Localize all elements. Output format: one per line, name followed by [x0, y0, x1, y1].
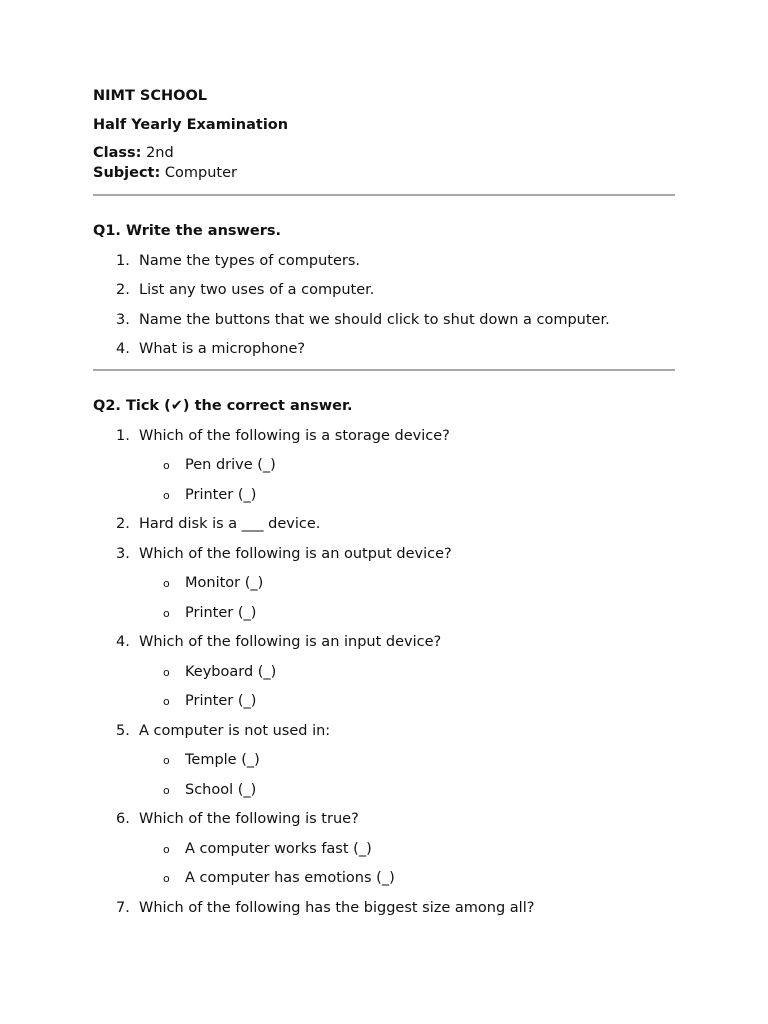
school-name: NIMT SCHOOL	[93, 88, 208, 104]
option-text: Printer (_)	[185, 693, 257, 709]
question-number: 3.	[116, 311, 130, 328]
circle-bullet-icon: o	[163, 606, 170, 620]
question-number: 2.	[116, 516, 130, 532]
question-text: Hard disk is a ___ device.	[139, 516, 321, 532]
option-text: Temple (_)	[185, 752, 260, 768]
answer-option	[93, 839, 675, 859]
question-text: What is a microphone?	[139, 341, 306, 357]
circle-bullet-icon: o	[163, 695, 170, 708]
question-text: Which of the following is an output device?	[139, 545, 452, 562]
circle-bullet-icon: o	[163, 842, 170, 856]
circle-bullet-icon: o	[163, 665, 170, 679]
question-item	[93, 310, 675, 330]
subject-label: Subject:	[93, 165, 161, 181]
exam-page	[93, 86, 675, 927]
answer-option	[93, 868, 675, 888]
question-item	[93, 721, 675, 741]
class-line	[93, 143, 675, 163]
answer-option	[93, 750, 675, 770]
circle-bullet-icon: o	[163, 872, 170, 885]
option-text: Keyboard (_)	[185, 663, 277, 680]
question-number: 1.	[116, 252, 130, 269]
question-item	[93, 280, 675, 300]
question-text: Which of the following has the biggest size among all?	[139, 899, 535, 916]
question-text: Name the buttons that we should click to shut down a computer.	[139, 311, 610, 328]
divider	[93, 194, 675, 196]
question-item	[93, 339, 675, 359]
circle-bullet-icon: o	[163, 783, 170, 797]
q2-title: Q2. Tick (✔) the correct answer.	[93, 398, 353, 414]
question-item	[93, 426, 675, 446]
question-text: Which of the following is a storage device?	[139, 427, 450, 444]
circle-bullet-icon: o	[163, 577, 170, 590]
question-item	[93, 251, 675, 271]
question-number: 5.	[116, 722, 130, 739]
circle-bullet-icon: o	[163, 754, 170, 767]
q1-title: Q1. Write the answers.	[93, 223, 282, 239]
circle-bullet-icon: o	[163, 488, 170, 502]
answer-option	[93, 691, 675, 711]
question-text: A computer is not used in:	[139, 722, 331, 739]
circle-bullet-icon: o	[163, 459, 170, 472]
divider	[93, 369, 675, 371]
class-value: 2nd	[146, 145, 174, 161]
subject-value: Computer	[164, 165, 237, 181]
question-item	[93, 514, 675, 534]
exam-title: Half Yearly Examination	[93, 117, 289, 133]
option-text: A computer has emotions (_)	[185, 870, 395, 886]
question-number: 6.	[116, 811, 130, 827]
question-text: Name the types of computers.	[139, 252, 361, 269]
option-text: School (_)	[185, 781, 257, 798]
question-number: 7.	[116, 899, 130, 916]
answer-option	[93, 455, 675, 475]
subject-line	[93, 163, 675, 183]
question-text: List any two uses of a computer.	[139, 282, 375, 298]
question-item	[93, 632, 675, 652]
question-number: 1.	[116, 427, 130, 444]
option-text: A computer works fast (_)	[185, 840, 372, 857]
option-text: Monitor (_)	[185, 575, 264, 591]
question-number: 4.	[116, 634, 130, 650]
question-text: Which of the following is true?	[139, 811, 359, 827]
answer-option	[93, 662, 675, 682]
question-number: 2.	[116, 282, 130, 298]
q1-list	[93, 251, 675, 360]
question-number: 4.	[116, 341, 130, 357]
question-item	[93, 898, 675, 918]
q2-list	[93, 426, 675, 918]
class-label: Class:	[93, 145, 142, 161]
question-number: 3.	[116, 545, 130, 562]
answer-option	[93, 485, 675, 505]
option-text: Pen drive (_)	[185, 457, 276, 473]
answer-option	[93, 780, 675, 800]
question-item	[93, 544, 675, 564]
option-text: Printer (_)	[185, 486, 257, 503]
answer-option	[93, 573, 675, 593]
answer-option	[93, 603, 675, 623]
question-item	[93, 809, 675, 829]
question-text: Which of the following is an input device?	[139, 634, 442, 650]
option-text: Printer (_)	[185, 604, 257, 621]
